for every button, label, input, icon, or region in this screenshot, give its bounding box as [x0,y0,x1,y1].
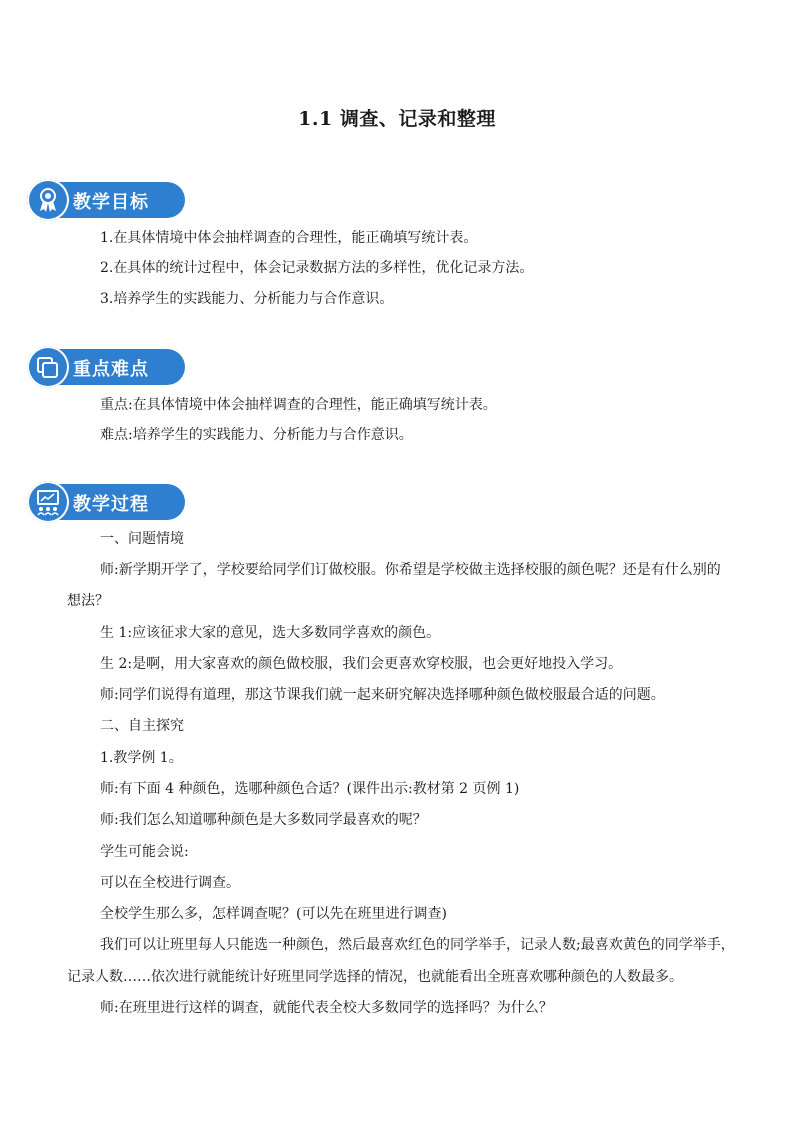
process-line: 1.教学例 1。 [100,750,183,766]
process-line: 师:在班里进行这样的调查，就能代表全校大多数同学的选择吗？为什么？ [100,1000,553,1016]
process-line: 学生可能会说: [100,844,189,860]
key-point-item: 难点:培养学生的实践能力、分析能力与合作意识。 [100,427,413,443]
process-line: 二、自主探究 [100,718,184,734]
process-line: 我们可以让班里每人只能选一种颜色，然后最喜欢红色的同学举手，记录人数;最喜欢黄色的同学举手， [100,937,735,953]
documents-icon [27,346,69,388]
process-line: 记录人数……依次进行就能统计好班里同学选择的情况，也就能看出全班喜欢哪种颜色的人数最多。 [67,969,683,985]
process-line: 一、问题情境 [100,531,184,547]
process-line: 生 2:是啊，用大家喜欢的颜色做校服，我们会更喜欢穿校服，也会更好地投入学习。 [100,656,623,672]
process-line: 可以在全校进行调查。 [100,875,240,891]
process-line: 全校学生那么多，怎样调查呢？(可以先在班里进行调查) [100,906,447,922]
section-header-goals [27,179,187,221]
goal-item: 2.在具体的统计过程中，体会记录数据方法的多样性，优化记录方法。 [100,260,534,276]
presentation-icon [27,481,69,523]
process-line: 师:我们怎么知道哪种颜色是大多数同学最喜欢的呢？ [100,812,427,828]
page-title: 1.1 调查、记录和整理 [298,108,496,130]
section-heading: 重点难点 [73,359,149,380]
goal-item: 3.培养学生的实践能力、分析能力与合作意识。 [100,291,394,307]
goal-item: 1.在具体情境中体会抽样调查的合理性，能正确填写统计表。 [100,230,478,246]
process-line: 师:同学们说得有道理，那这节课我们就一起来研究解决选择哪种颜色做校服最合适的问题。 [100,687,665,703]
process-line: 师:新学期开学了，学校要给同学们订做校服。你希望是学校做主选择校服的颜色呢？还是有什么别的 [100,562,721,578]
section-heading: 教学目标 [73,192,149,213]
key-point-item: 重点:在具体情境中体会抽样调查的合理性，能正确填写统计表。 [100,397,497,413]
process-line: 生 1:应该征求大家的意见，选大多数同学喜欢的颜色。 [100,625,441,641]
section-header-process [27,481,187,523]
award-icon [27,179,69,221]
process-line: 师:有下面 4 种颜色，选哪种颜色合适？(课件出示:教材第 2 页例 1) [100,781,520,797]
process-line: 想法？ [67,593,109,609]
section-heading: 教学过程 [73,494,149,515]
section-header-key-points [27,346,187,388]
